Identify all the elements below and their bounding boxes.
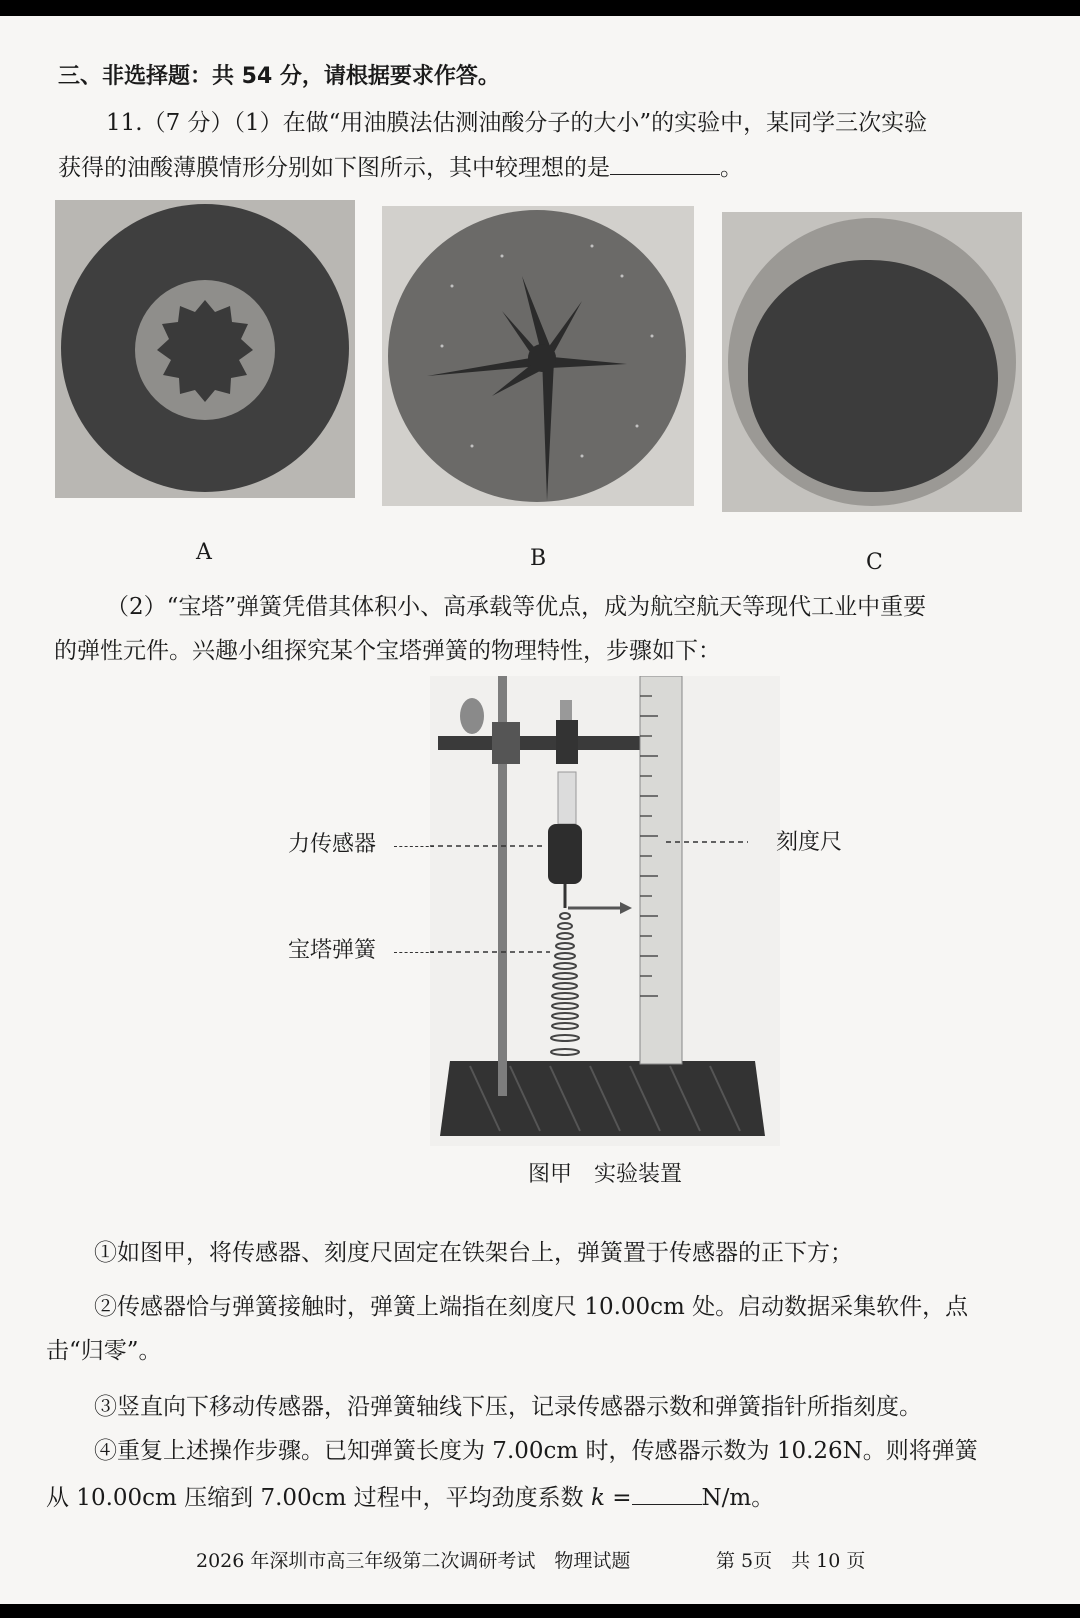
equals-sign: =: [604, 1485, 632, 1511]
footer-exam-title: 2026 年深圳市高三年级第二次调研考试 物理试题: [196, 1550, 631, 1572]
oil-film-photo-c: [722, 212, 1022, 512]
label-force-sensor: 力传感器: [288, 832, 377, 857]
photo-c-label: C: [866, 550, 883, 575]
q11-line2: [58, 152, 743, 183]
answer-blank-1[interactable]: [610, 152, 720, 175]
apparatus-photo: [430, 676, 780, 1146]
step-2-line1: ②传感器恰与弹簧接触时，弹簧上端指在刻度尺 10.00cm 处。启动数据采集软件，点: [94, 1294, 969, 1320]
photo-b-label: B: [530, 546, 547, 571]
figure-caption: 图甲 实验装置: [528, 1162, 683, 1187]
section-heading: 三、非选择题：共 54 分，请根据要求作答。: [58, 64, 500, 89]
oil-film-photo-b: [382, 206, 694, 506]
k-symbol: k: [591, 1485, 605, 1511]
step-1: ①如图甲，将传感器、刻度尺固定在铁架台上，弹簧置于传感器的正下方；: [94, 1240, 853, 1266]
q11-line1: 11.（7 分）（1）在做“用油膜法估测油酸分子的大小”的实验中，某同学三次实验: [106, 110, 928, 136]
oil-film-b-shape: [382, 206, 694, 506]
photo-a-label: A: [196, 540, 212, 565]
part2-line1: （2）“宝塔”弹簧凭借其体积小、高承载等优点，成为航空航天等现代工业中重要: [106, 594, 927, 620]
sensor-leader-line: [394, 846, 434, 847]
exam-page: [0, 16, 1080, 1604]
step-2-line2: 击“归零”。: [46, 1338, 162, 1364]
oil-film-photo-a: [55, 200, 355, 498]
step-4-line2: [46, 1482, 774, 1513]
answer-blank-2[interactable]: [632, 1482, 702, 1505]
step-3: ③竖直向下移动传感器，沿弹簧轴线下压，记录传感器示数和弹簧指针所指刻度。: [94, 1394, 922, 1420]
step-4-line2-text: 从 10.00cm 压缩到 7.00cm 过程中，平均劲度系数: [46, 1485, 591, 1511]
footer-page-number: 第 5页 共 10 页: [716, 1550, 866, 1572]
part2-line2: 的弹性元件。兴趣小组探究某个宝塔弹簧的物理特性，步骤如下：: [54, 638, 721, 664]
unit-text: N/m。: [701, 1485, 775, 1511]
label-ruler: 刻度尺: [776, 830, 843, 855]
spring-leader-line: [394, 952, 434, 953]
step-4-line1: ④重复上述操作步骤。已知弹簧长度为 7.00cm 时，传感器示数为 10.26N。则将弹簧: [94, 1438, 978, 1464]
q11-line2-text: 获得的油酸薄膜情形分别如下图所示，其中较理想的是: [58, 155, 610, 181]
oil-film-a-shape: [55, 200, 355, 498]
q11-line2-end: 。: [720, 155, 743, 181]
label-pagoda-spring: 宝塔弹簧: [288, 938, 377, 963]
